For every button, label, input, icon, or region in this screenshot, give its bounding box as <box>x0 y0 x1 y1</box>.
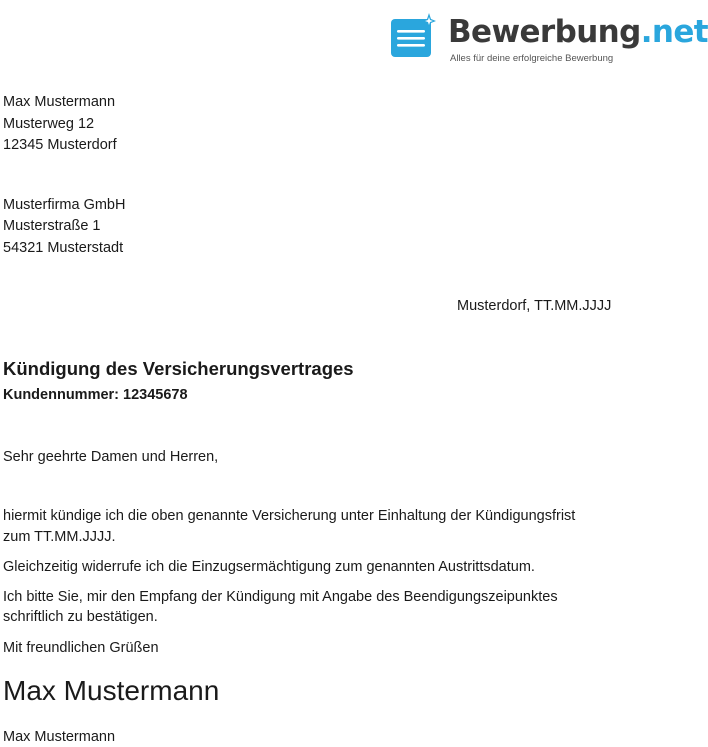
logo-tagline: Alles für deine erfolgreiche Bewerbung <box>450 53 614 64</box>
body-paragraph-3-line-1: Ich bitte Sie, mir den Empfang der Kündigung mit Angabe des Beendigungszeipunktes <box>3 589 558 605</box>
sender-street: Musterweg 12 <box>3 116 95 132</box>
salutation: Sehr geehrte Damen und Herren, <box>3 449 219 465</box>
recipient-company: Musterfirma GmbH <box>3 197 126 213</box>
logo-word-main: Bewerbung <box>448 14 641 50</box>
closing: Mit freundlichen Grüßen <box>3 640 159 656</box>
signature: Max Mustermann <box>3 675 220 706</box>
customer-number: Kundennummer: 12345678 <box>3 387 188 403</box>
recipient-city: 54321 Musterstadt <box>3 240 124 256</box>
body-paragraph-2: Gleichzeitig widerrufe ich die Einzugsermächtigung zum genannten Austrittsdatum. <box>3 559 535 575</box>
logo-word-tld: .net <box>640 14 708 50</box>
body-paragraph-1-line-1: hiermit kündige ich die oben genannte Versicherung unter Einhaltung der Kündigungsfrist <box>3 508 576 524</box>
sender-city: 12345 Musterdorf <box>3 137 117 153</box>
printed-name: Max Mustermann <box>3 729 116 745</box>
brand-logo[interactable] <box>390 3 708 65</box>
letter-subject: Kündigung des Versicherungsvertrages <box>3 358 354 379</box>
sender-name: Max Mustermann <box>3 94 116 110</box>
document-sparkle-icon <box>390 13 436 59</box>
recipient-street: Musterstraße 1 <box>3 218 101 234</box>
body-paragraph-1-line-2: zum TT.MM.JJJJ. <box>3 529 116 545</box>
date-line: Musterdorf, TT.MM.JJJJ <box>457 298 612 314</box>
body-paragraph-3-line-2: schriftlich zu bestätigen. <box>3 609 158 625</box>
logo-wordmark <box>448 13 708 51</box>
